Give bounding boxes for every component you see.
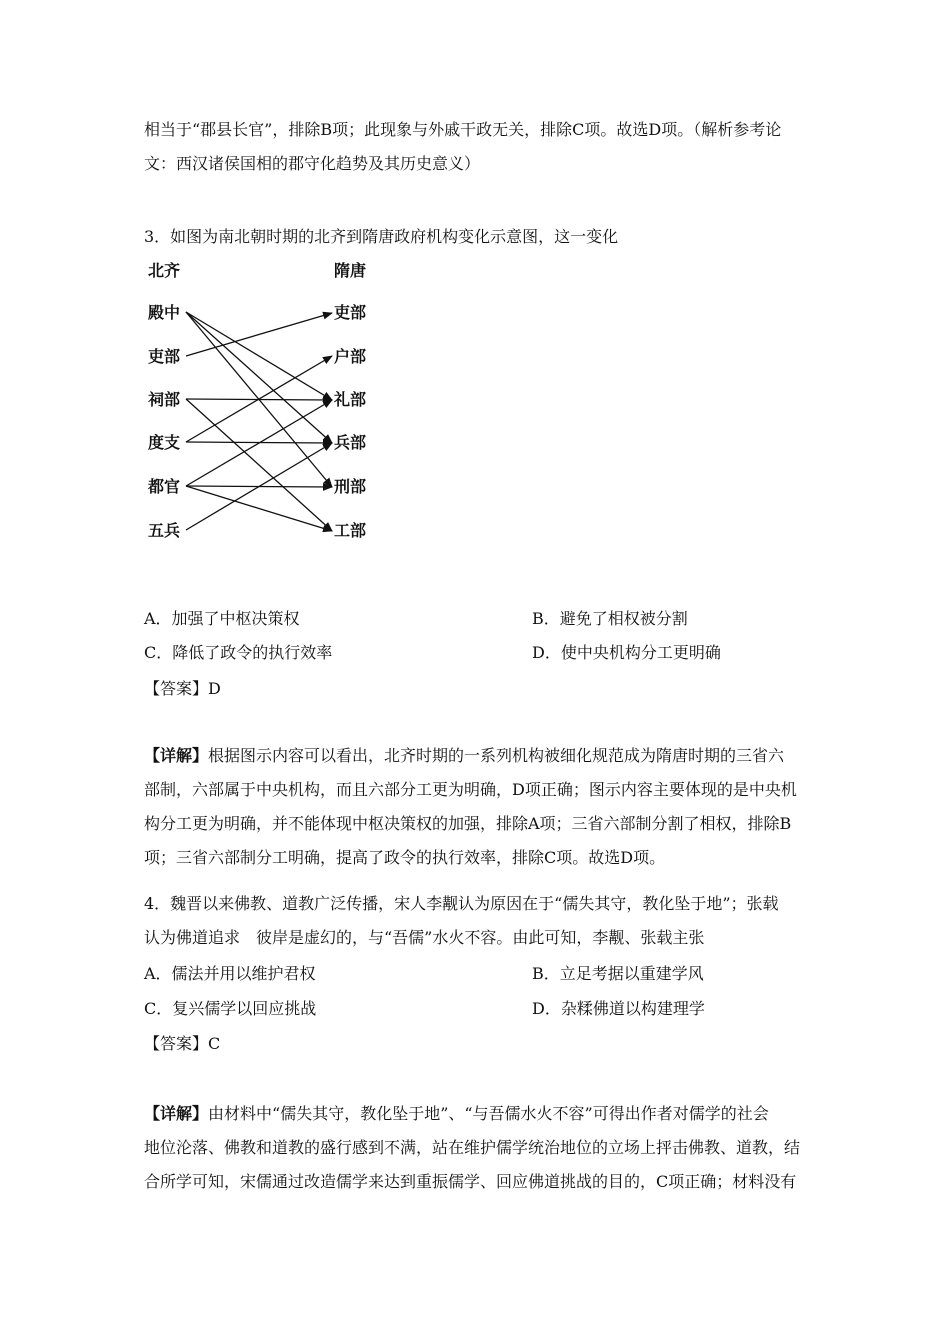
q3-diagram (140, 250, 390, 550)
q4-stem: 4．魏晋以来佛教、道教广泛传播，宋人李觏认为原因在于“儒失其守，教化坠于地”；张载 认为佛道追求 彼岸是虚幻的，与“吾儒”水火不容。由此可知，李觏、张载主张 (144, 894, 779, 947)
q3-option-d: D．使中央机构分工更明确 (532, 643, 721, 662)
q4-analysis-label: 【详解】 (144, 1104, 209, 1123)
left-item-6: 五兵 (148, 521, 181, 540)
q3-analysis: 【详解】根据图示内容可以看出，北齐时期的一系列机构被细化规范成为隋唐时期的三省六 部制，六部属于中央机构，而且六部分工更为明确，D项正确；图示内容主要体现的是中央机 构分工更为明确，并不能体现中枢决策权的加强，排除A项；三省六部制分割了相权，排除B 项；三省六部制分工明确，提高了政令的执行效率，排除C项。故选D项。 (144, 746, 797, 867)
q4-analysis: 【详解】由材料中“儒失其守，教化坠于地”、“与吾儒水火不容”可得出作者对儒学的社会 地位沦落、佛教和道教的盛行感到不满，站在维护儒学统治地位的立场上抨击佛教、道教，结 合所学可知，宋儒通过改造儒学来达到重振儒学、回应佛道挑战的目的，C项正确；材料没有 (144, 1104, 801, 1191)
right-item-1: 吏部 (334, 303, 367, 322)
intro-paragraph (144, 113, 814, 181)
q3-option-c: C．降低了政令的执行效率 (144, 643, 333, 662)
arrow-cibu-gongbu (186, 399, 332, 531)
q4-option-c: C．复兴儒学以回应挑战 (144, 999, 317, 1018)
left-item-4: 度支 (148, 433, 181, 452)
right-item-4: 兵部 (334, 433, 367, 452)
arrow-libu-libu (186, 313, 332, 356)
diagram-right-header: 隋唐 (334, 261, 367, 280)
left-item-3: 祠部 (148, 390, 181, 409)
q4-option-d: D．杂糅佛道以构建理学 (532, 999, 705, 1018)
q4-option-a: A．儒法并用以维护君权 (144, 964, 316, 983)
intro-line-1: 相当于“郡县长官”，排除B项；此现象与外戚干政无关，排除C项。故选D项。（解析参考论 (144, 120, 782, 139)
left-item-1: 殿中 (148, 303, 181, 322)
arrow-dianzhong-bingbu (186, 312, 332, 443)
arrow-dianzhong-libu (186, 312, 332, 400)
right-item-2: 户部 (334, 347, 367, 366)
q3-option-b: B．避免了相权被分割 (532, 609, 688, 628)
left-item-5: 都官 (148, 477, 181, 496)
q3-answer: 【答案】D (144, 679, 221, 698)
q3-option-a: A．加强了中枢决策权 (144, 609, 300, 628)
right-item-5: 刑部 (334, 477, 367, 496)
q3-stem: 3．如图为南北朝时期的北齐到隋唐政府机构变化示意图，这一变化 (144, 227, 619, 246)
diagram-left-header: 北齐 (148, 261, 181, 280)
q4-answer: 【答案】C (144, 1034, 221, 1053)
q3-analysis-label: 【详解】 (144, 746, 209, 765)
arrow-duguan-gongbu (186, 486, 332, 531)
left-item-2: 吏部 (148, 347, 181, 366)
q4-option-b: B．立足考据以重建学风 (532, 964, 704, 983)
right-item-3: 礼部 (334, 390, 367, 409)
intro-line-2: 文：西汉诸侯国相的郡守化趋势及其历史意义） (144, 154, 481, 173)
right-item-6: 工部 (334, 521, 367, 540)
